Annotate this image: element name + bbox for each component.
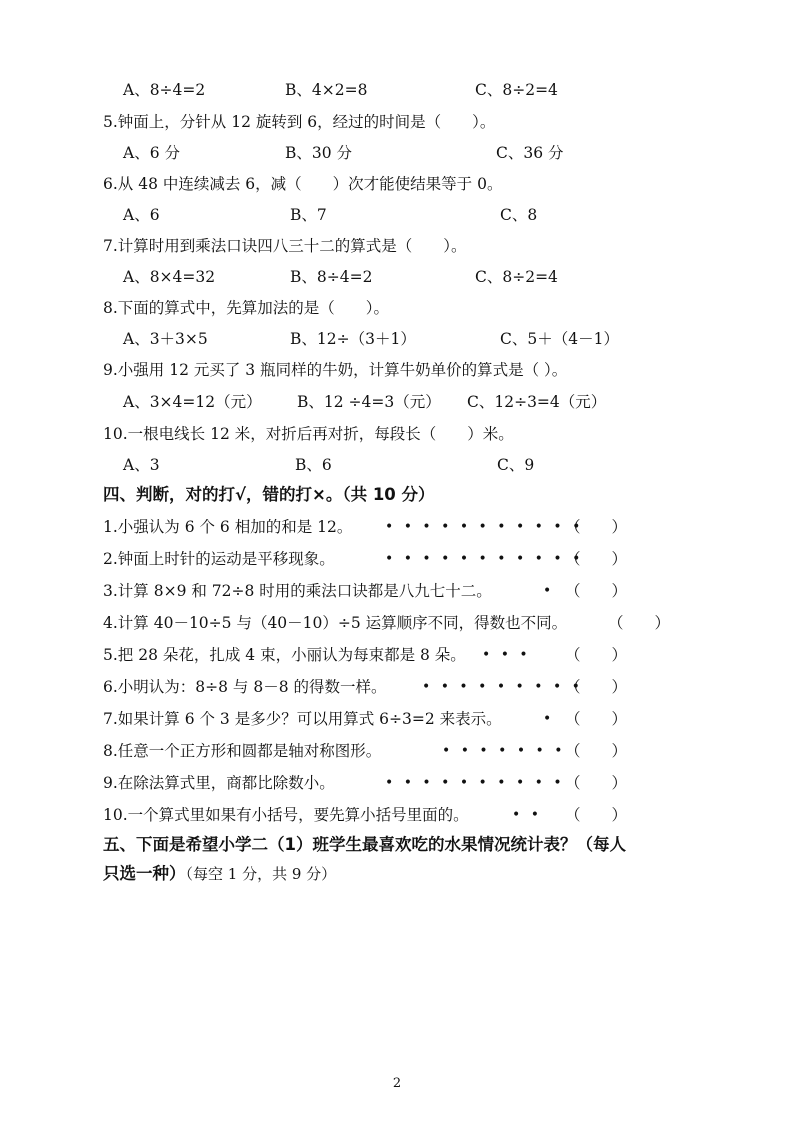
- q8-option-b: B、12÷（3＋1）: [290, 330, 416, 348]
- judge-item-6-answer: （ ）: [565, 678, 628, 696]
- page-number: 2: [392, 1076, 402, 1091]
- judge-item-3-answer: （ ）: [565, 582, 628, 600]
- judge-item-7-answer: （ ）: [565, 710, 628, 728]
- q10-option-a: A、3: [123, 456, 160, 474]
- q5-option-c: C、36 分: [496, 144, 564, 162]
- judge-section-title: 四、判断，对的打√，错的打×。（共 10 分）: [103, 485, 435, 504]
- judge-item-1-answer: （ ）: [565, 518, 628, 536]
- section5-title-note: （每空 1 分，共 9 分）: [185, 865, 337, 883]
- judge-item-3-dots: •: [543, 583, 555, 599]
- judge-item-10-answer: （ ）: [565, 806, 628, 824]
- judge-item-8-text: 8.任意一个正方形和圆都是轴对称图形。: [103, 742, 382, 760]
- judge-item-10-dots: • •: [512, 807, 542, 823]
- judge-item-7-text: 7.如果计算 6 个 3 是多少？可以用算式 6÷3=2 来表示。: [103, 710, 502, 728]
- judge-item-2-text: 2.钟面上时针的运动是平移现象。: [103, 550, 335, 568]
- q8-option-a: A、3＋3×5: [123, 330, 208, 348]
- q5-option-a: A、6 分: [123, 144, 180, 162]
- judge-item-9-dots: • • • • • • • • • •: [385, 775, 565, 791]
- judge-item-5-answer: （ ）: [565, 646, 628, 664]
- judge-item-5-text: 5.把 28 朵花，扎成 4 束，小丽认为每束都是 8 朵。: [103, 646, 466, 664]
- q8-option-c: C、5＋（4－1）: [500, 330, 619, 348]
- judge-item-2-answer: （ ）: [565, 550, 628, 568]
- judge-item-6-dots: • • • • • • • • •: [422, 679, 583, 695]
- section5-title-line2: [103, 864, 336, 884]
- judge-item-6-text: 6.小明认为：8÷8 与 8－8 的得数一样。: [103, 678, 387, 696]
- judge-item-8-dots: • • • • • • •: [442, 743, 566, 759]
- q4-option-a: A、8÷4=2: [123, 81, 206, 99]
- q7-option-b: B、8÷4=2: [290, 268, 373, 286]
- q10-stem: 10.一根电线长 12 米，对折后再对折，每段长（ ）米。: [103, 425, 514, 443]
- judge-item-7-dots: •: [543, 711, 555, 727]
- q9-option-b: B、12 ÷4=3（元）: [297, 393, 441, 411]
- judge-item-2-dots: • • • • • • • • • • •: [385, 551, 584, 567]
- judge-item-9-text: 9.在除法算式里，商都比除数小。: [103, 774, 335, 792]
- q6-option-c: C、8: [500, 206, 538, 224]
- q10-option-c: C、9: [497, 456, 535, 474]
- q4-option-c: C、8÷2=4: [475, 81, 558, 99]
- judge-item-9-answer: （ ）: [565, 774, 628, 792]
- q9-stem: 9.小强用 12 元买了 3 瓶同样的牛奶，计算牛奶单价的算式是（ ）。: [103, 361, 568, 379]
- judge-item-3-text: 3.计算 8×9 和 72÷8 时用的乘法口诀都是八九七十二。: [103, 582, 492, 600]
- judge-item-8-answer: （ ）: [565, 742, 628, 760]
- section5-title-bold: 只选一种）: [103, 864, 186, 883]
- q4-option-b: B、4×2=8: [285, 81, 368, 99]
- q7-stem: 7.计算时用到乘法口诀四八三十二的算式是（ ）。: [103, 237, 467, 255]
- section5-title-line1: 五、下面是希望小学二（1）班学生最喜欢吃的水果情况统计表？（每人: [103, 835, 626, 854]
- q9-option-a: A、3×4=12（元）: [123, 393, 262, 411]
- judge-item-1-text: 1.小强认为 6 个 6 相加的和是 12。: [103, 518, 353, 536]
- judge-item-10-text: 10.一个算式里如果有小括号，要先算小括号里面的。: [103, 806, 469, 824]
- q8-stem: 8.下面的算式中，先算加法的是（ ）。: [103, 299, 390, 317]
- q9-option-c: C、12÷3=4（元）: [467, 393, 607, 411]
- q7-option-c: C、8÷2=4: [475, 268, 558, 286]
- judge-item-1-dots: • • • • • • • • • • •: [385, 519, 584, 535]
- judge-item-4-text: 4.计算 40－10÷5 与（40－10）÷5 运算顺序不同，得数也不同。: [103, 614, 568, 632]
- q7-option-a: A、8×4=32: [123, 268, 216, 286]
- q10-option-b: B、6: [295, 456, 332, 474]
- q5-option-b: B、30 分: [285, 144, 353, 162]
- q6-option-b: B、7: [290, 206, 327, 224]
- q5-stem: 5.钟面上，分针从 12 旋转到 6，经过的时间是（ ）。: [103, 113, 496, 131]
- q6-stem: 6.从 48 中连续减去 6，减（ ）次才能使结果等于 0。: [103, 175, 503, 193]
- judge-item-5-dots: • • •: [482, 647, 531, 663]
- judge-item-4-answer: （ ）: [608, 614, 671, 632]
- q6-option-a: A、6: [123, 206, 160, 224]
